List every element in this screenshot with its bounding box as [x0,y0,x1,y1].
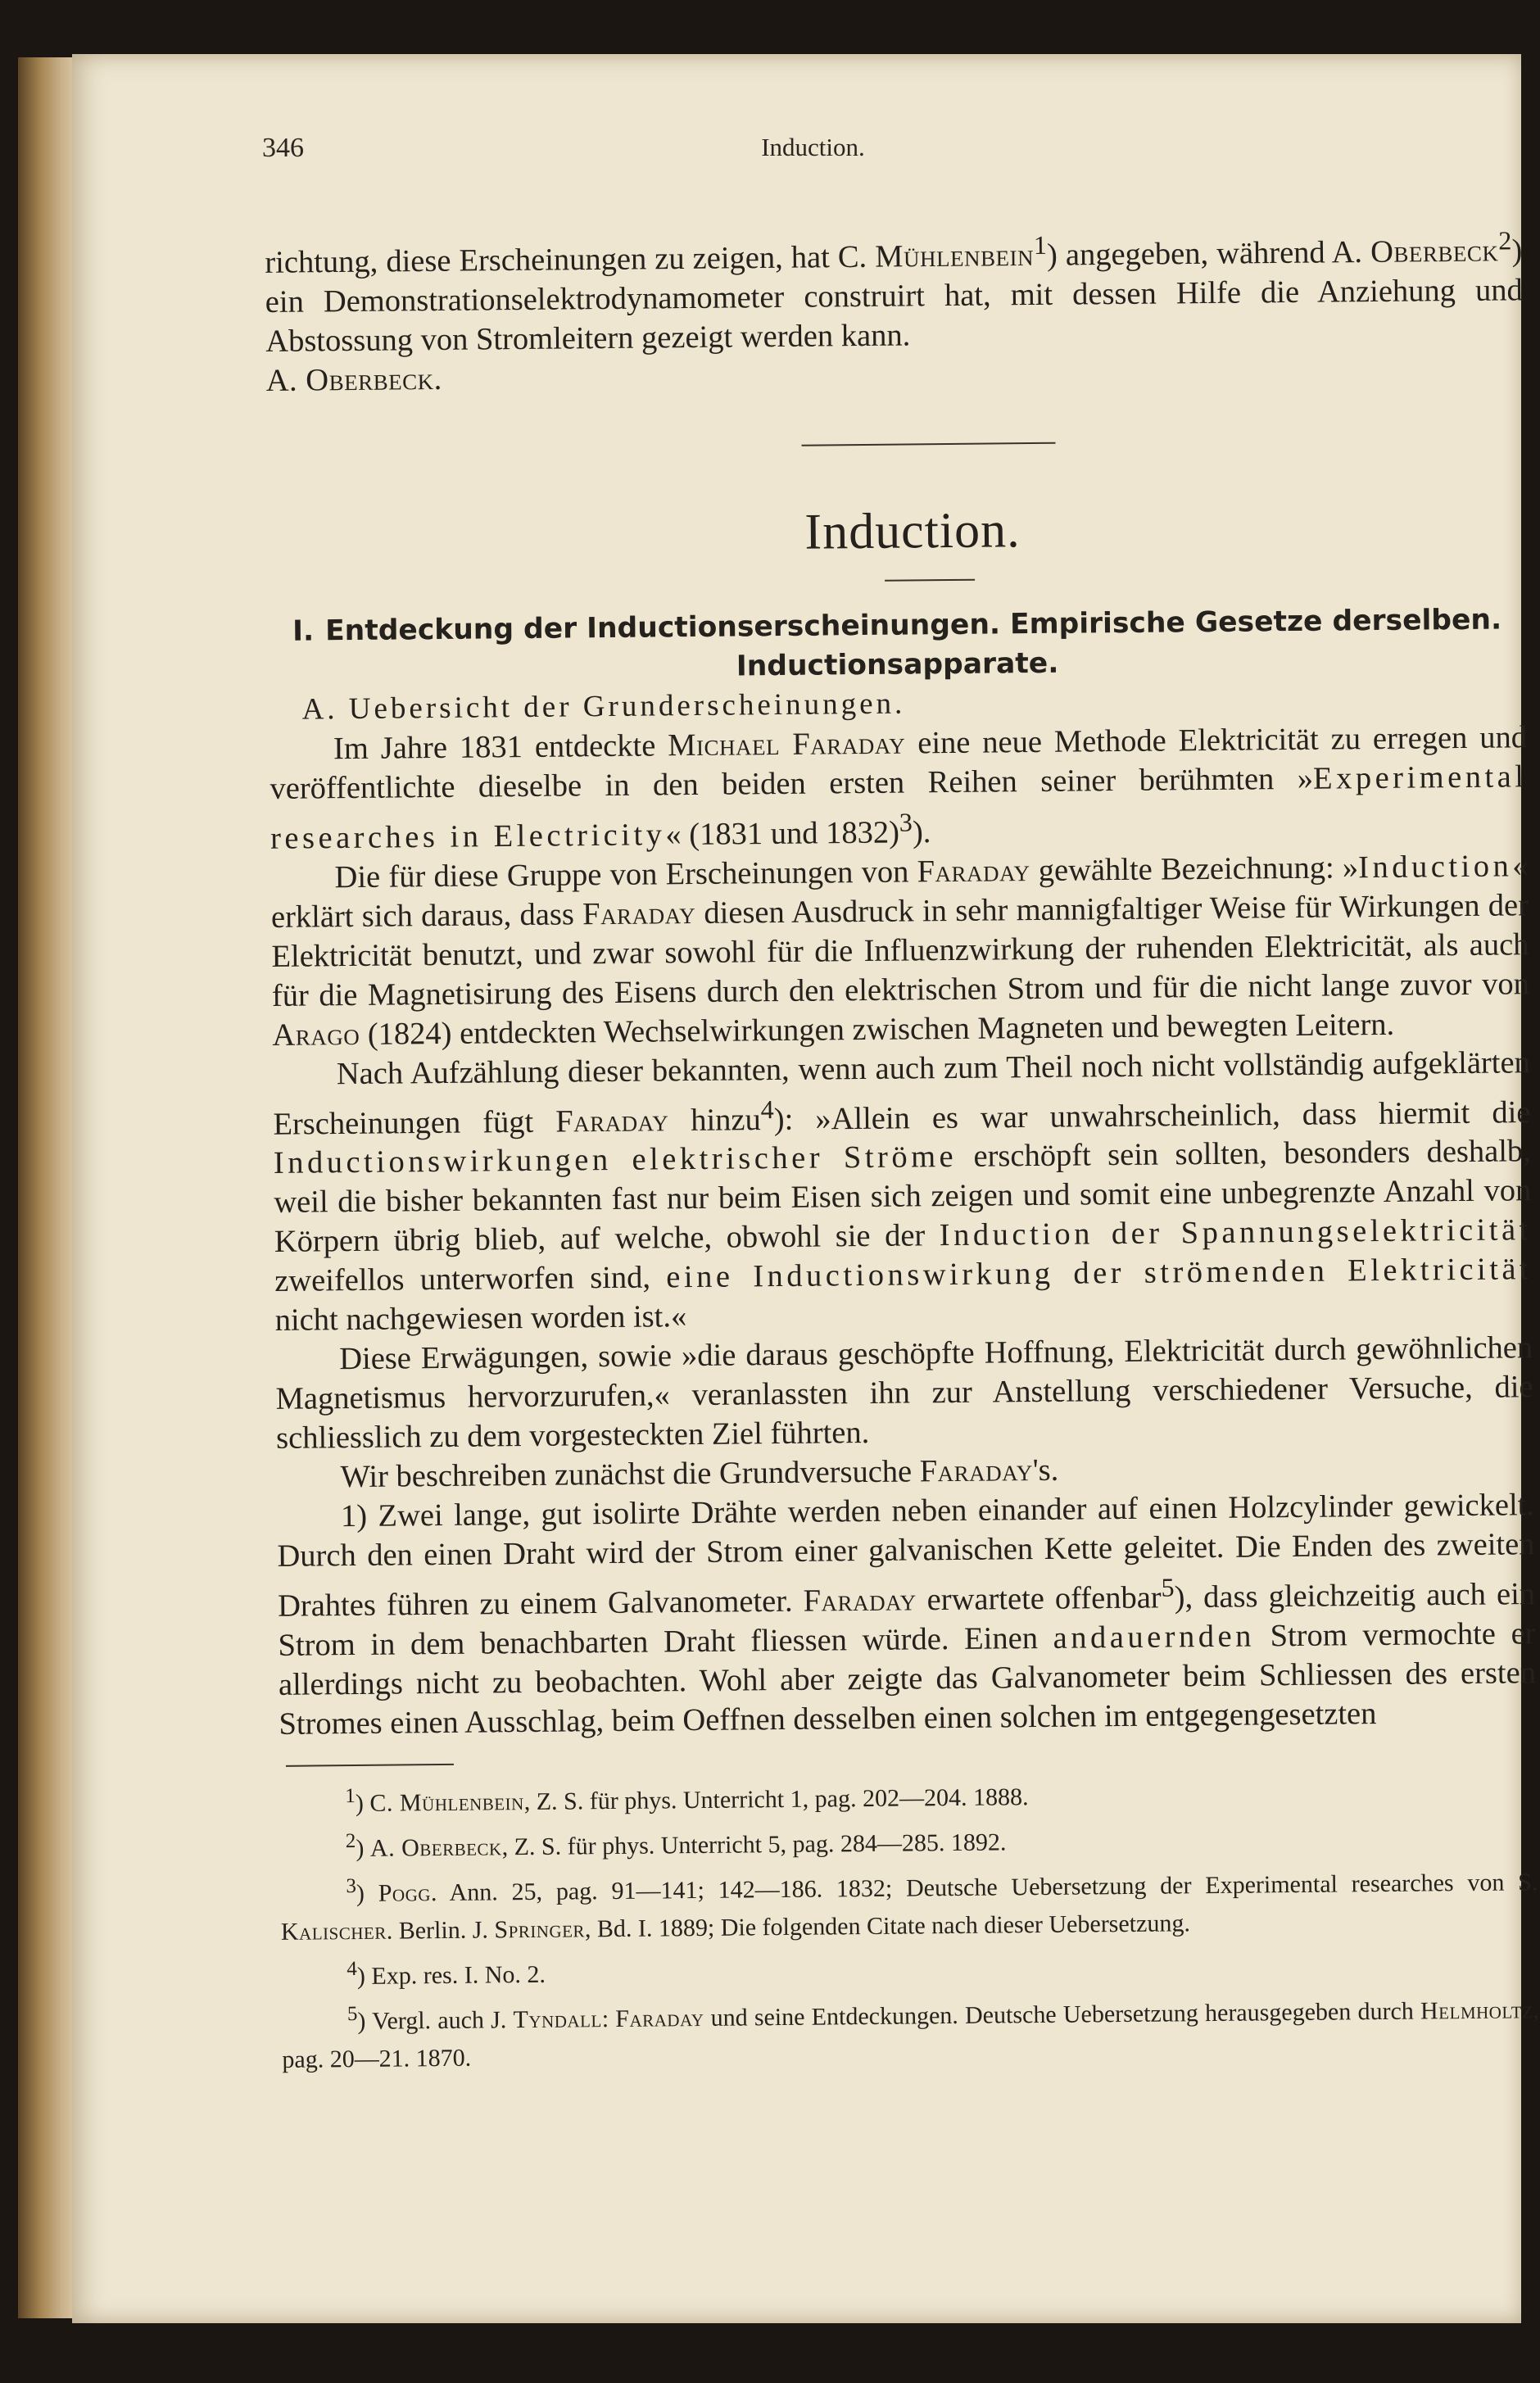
text: nicht nachgewiesen worden ist.« [274,1299,687,1339]
emphasized-text: Induction [1357,849,1513,885]
section-divider [801,442,1055,446]
person-name: Michael Faraday [668,726,906,763]
person-name: Faraday [582,895,696,931]
footnote: $^1$) C. Mühlenbein, Z. S. für phys. Unterricht 1, pag. 202—204. 1888. [345,1783,1029,1818]
person-name: Faraday [803,1583,917,1620]
text: und seine Entdeckungen. Deutsche Uebersetzung herausgegeben durch [704,1997,1421,2032]
paragraph [270,846,1529,1055]
emphasized-text: Experimental researches in Electricity [270,759,1528,856]
person-name: Kalischer [280,1917,387,1946]
text: zweifellos unterworfen sind, [274,1260,667,1299]
text: (1824) entdeckten Wechselwirkungen zwischen Magneten und bewegten Leitern. [360,1007,1395,1052]
footnote: $^2$) A. Oberbeck, Z. S. für phys. Unterricht 5, pag. 284—285. 1892. [345,1828,1007,1863]
section-title: Entdeckung der Inductionserscheinungen. Empirische Gesetze derselben. Inductionsapparate. [324,603,1502,683]
person-name: Faraday [917,853,1030,890]
emphasized-text: Induction der Spannungselektricität [939,1212,1532,1253]
text: « erklärt sich daraus, dass [270,848,1529,935]
footnote-ref: 4 [760,1094,774,1124]
text: . Ann. 25, pag. 91—141; 142—186. 1832; Deutsche Uebersetzung der Experimental researches von S. [430,1869,1538,1907]
person-name: Faraday [555,1103,669,1139]
person-name: Arago [272,1017,360,1053]
footnote-mark: 3 [346,1875,357,1898]
text: , Bd. I. 1889; Die folgenden Citate nach dieser Uebersetzung. [584,1910,1191,1943]
author-name: Mühlenbein [875,238,1035,274]
paragraph [277,1486,1537,1745]
title-underline [885,579,975,582]
emphasized-text: andauernden [1053,1619,1256,1656]
text: ), dass gleichzeitig auch ein Strom in dem benachbarten Draht fliessen würde. Einen [278,1577,1536,1664]
intro-paragraph [265,220,1523,361]
text: ): »Allein es war unwahrscheinlich, dass hiermit die [773,1094,1531,1137]
footnote-mark: 4 [346,1958,357,1981]
text: gewählte Bezeichnung: » [1030,849,1359,888]
footnote-mark: 2 [345,1830,356,1853]
text: eine neue Methode Elektricität zu erregen und veröffentlichte dieselbe in den beiden ersten Reihen seiner berühmten » [270,720,1528,806]
chapter-title: Induction. [804,501,1021,560]
intro-text: ) angegeben, während A. [1046,234,1371,273]
text: Wir beschreiben zunächst die Grundversuche [340,1454,920,1495]
text: erwartete offenbar [916,1580,1162,1618]
section-heading [268,600,1526,691]
footnote-mark: 1 [345,1785,356,1808]
footnote: $^3$) Pogg. Ann. 25, pag. 91—141; 142—186. 1832; Deutsche Uebersetzung der Experimental researches von S. Kalischer. Berlin. J. Springer, Bd. I. 1889; Die folgenden Citate nach dieser Uebersetzung. [280,1869,1538,1946]
page-number: 346 [262,133,304,163]
footnote-ref: 3 [899,807,913,837]
text: diesen Ausdruck in sehr mannigfaltiger Weise für Wirkungen der Elektricität benutzt, und zwar sowohl für die Influenzwirkung der ruhenden Elektricität, als auch für die Magnetisirung des Eisens durch den elektrischen Strom und für die nicht lange zuvor von [271,887,1530,1013]
subsection-heading: A. Uebersicht der Grunderscheinungen. [301,686,906,727]
book-spine-edge [18,57,75,2318]
footnote-ref: 2 [1498,225,1512,256]
text: Im Jahre 1831 entdeckte [333,728,668,767]
footnote: $^5$) Vergl. auch J. Tyndall: Faraday und seine Entdeckungen. Deutsche Uebersetzung herausgegeben durch Helmholtz, pag. 20—21. 1870. [282,1996,1540,2074]
intro-text: ) ein Demonstrationselektrodynamometer construirt hat, mit dessen Hilfe die Anziehung und Abstossung von Stromleitern gezeigt werden kann. [265,233,1523,359]
section-number: I. [292,614,315,648]
text: , Z. S. für phys. Unterricht 5, pag. 284—285. 1892. [501,1828,1007,1861]
text: , pag. 20—21. 1870. [282,1996,1540,2074]
text: . Berlin. J. [386,1916,495,1945]
text: Die für diese Gruppe von Erscheinungen von [334,854,917,895]
text: Exp. res. I. No. 2. [371,1961,546,1991]
text: erschöpft sein sollten, besonders deshalb, weil die bisher bekannten fast nur beim Eisen sich zeigen und somit eine unbegrenzte Anzahl von Körpern übrig blieb, auf welche, obwohl sie der [274,1134,1532,1260]
person-name: Pogg [378,1879,432,1908]
text: Nach Aufzählung dieser bekannten, wenn auch zum Theil noch nicht vollständig aufgeklärten Erscheinungen fügt [273,1044,1530,1142]
text: 1) Zwei lange, gut isolirte Drähte werden neben einander auf einen Holzcylinder gewickelt. Durch den einen Draht wird der Strom einer galvanischen Kette geleitet. Die Enden des zweiten Drahtes führen zu einem Galvanometer. [277,1488,1535,1624]
text: hinzu [668,1102,761,1138]
person-name: Springer [494,1915,586,1944]
intro-text: richtung, diese Erscheinungen zu zeigen, hat C. [265,239,876,280]
text: , Z. S. für phys. Unterricht 1, pag. 202—204. 1888. [523,1783,1029,1816]
footnote-rule [286,1764,454,1767]
page-body [265,220,1540,2079]
text: ). [912,814,931,850]
author-name: Oberbeck [1370,233,1499,270]
footnote-ref: 1 [1033,229,1048,260]
footnote: $^4$) Exp. res. I. No. 2. [346,1958,546,1991]
text: : [601,2005,616,2033]
person-name: Faraday [919,1453,1033,1489]
person-name: Tyndall [513,2005,602,2034]
running-title: Induction. [761,133,865,161]
text: 's. [1032,1453,1059,1488]
emphasized-text: Inductionswirkungen elektrischer Ströme [273,1139,958,1181]
person-name: Helmholtz [1420,1996,1533,2025]
page-header [72,133,1521,174]
book-page [72,54,1540,2323]
person-name: C. Mühlenbein [369,1788,524,1818]
text: Strom vermochte er allerdings nicht zu beobachten. Wohl aber zeigte das Galvanometer beim Schliessen des ersten Stromes einen Ausschlag, beim Oeffnen desselben einen solchen im entgegengesetzten [278,1616,1537,1742]
emphasized-text: eine Inductionswirkung der strömenden Elektricität [666,1252,1533,1295]
paragraph [273,1043,1533,1341]
signature: A. Oberbeck. [265,361,442,398]
paragraph [270,718,1528,859]
person-name: Faraday [615,2005,704,2033]
text: « (1831 und 1832) [665,815,900,852]
footnote-mark: 5 [346,2003,358,2026]
text: Vergl. auch J. [371,2006,514,2036]
person-name: A. Oberbeck [369,1833,502,1863]
paragraph: Diese Erwägungen, sowie »die daraus geschöpfte Hoffnung, Elektricität durch gewöhnlichen Magnetismus hervorzurufen,« veranlassten ihn zur Anstellung verschiedener Versuche, die schliesslich zu dem vorgesteckten Ziel führten. [275,1330,1533,1457]
footnote-ref: 5 [1161,1572,1175,1603]
